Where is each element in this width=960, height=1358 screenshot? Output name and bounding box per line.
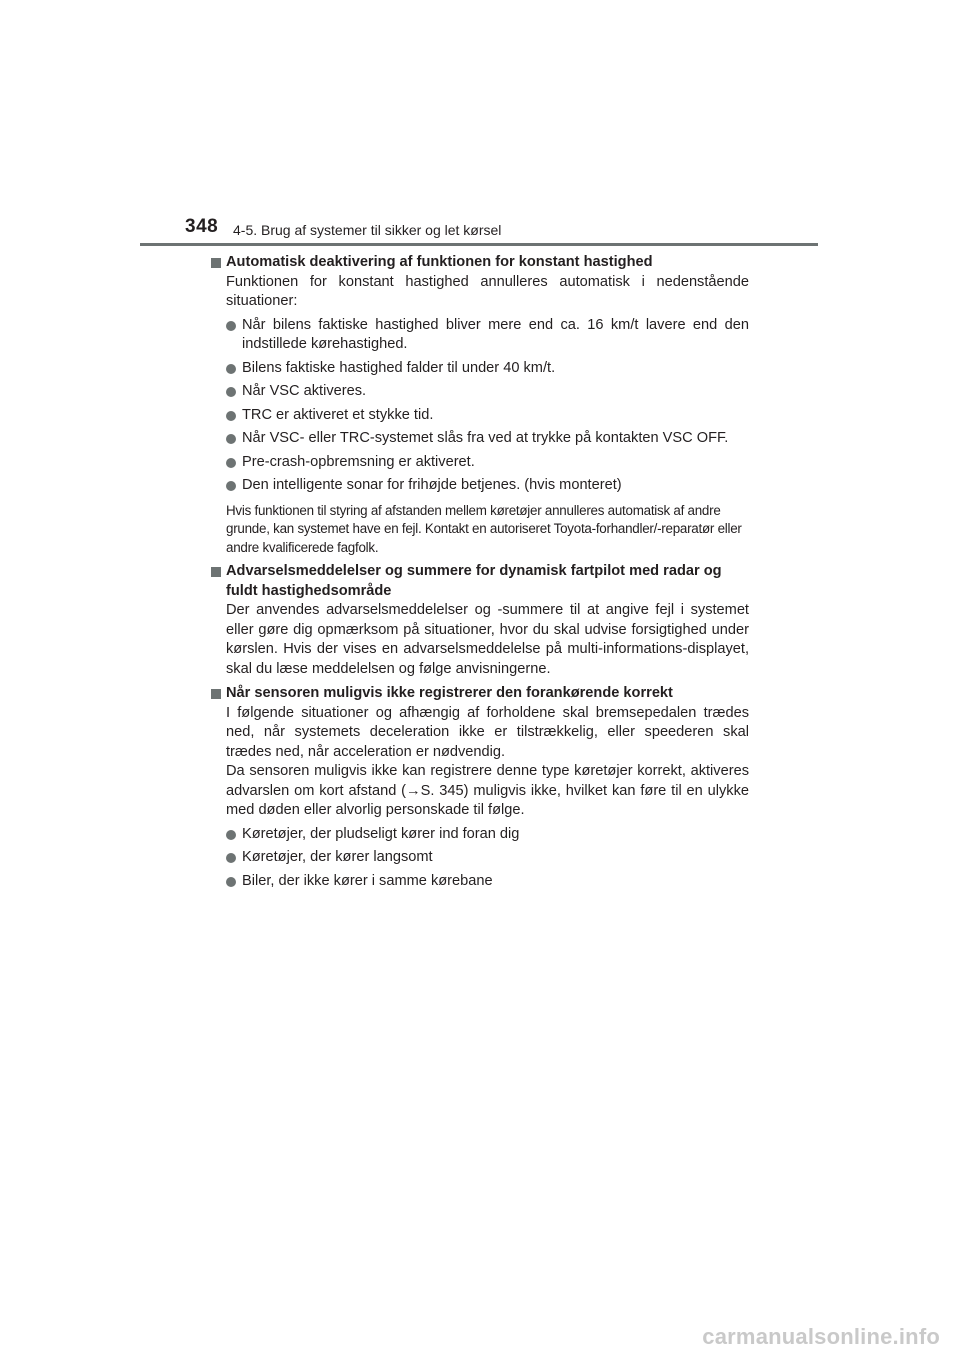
header-rule (140, 243, 818, 246)
round-bullet-icon (226, 481, 236, 491)
section-sensor-detection (209, 684, 749, 891)
square-bullet-icon (211, 567, 221, 577)
bullet-list (209, 825, 749, 892)
list-item-text: Når VSC aktiveres. (242, 383, 367, 399)
round-bullet-icon (226, 321, 236, 331)
page-content (209, 253, 749, 896)
section-intro: Der anvendes advarselsmeddelelser og -summere til at angive fejl i systemet eller gøre dig opmærksom på situationer, hvor du skal udvise forsigtighed under kørslen. Hvis der vises en advarselsmeddelelse på multi-informations-displayet, skal du læse meddelelsen og følge anvisningerne. (226, 602, 749, 677)
list-item (209, 453, 749, 473)
list-item-text: Biler, der ikke kører i samme kørebane (242, 872, 493, 889)
list-item (209, 406, 749, 426)
bullet-list (209, 316, 749, 496)
watermark: carmanualsonline.info (702, 1324, 940, 1349)
section-heading-text: Når sensoren muligvis ikke registrerer den forankørende korrekt (226, 685, 673, 701)
list-item-text: Den intelligente sonar for frihøjde betjenes. (hvis monteret) (242, 477, 622, 493)
section-intro-text-2: Da sensoren muligvis ikke kan registrere denne type køretøjer korrekt, aktiveres advarslen om kort afstand (→S. 345) muligvis ikke, hvilket kan føre til en ulykke med døden eller alvorlig personskade til følge. (226, 763, 749, 818)
round-bullet-icon (226, 830, 236, 840)
square-bullet-icon (211, 258, 221, 268)
round-bullet-icon (226, 877, 236, 887)
round-bullet-icon (226, 434, 236, 444)
chapter-title: 4-5. Brug af systemer til sikker og let kørsel (233, 222, 502, 238)
square-bullet-icon (211, 689, 221, 699)
list-item-text: Pre-crash-opbremsning er aktiveret. (242, 453, 475, 470)
list-item-text: TRC er aktiveret et stykke tid. (242, 406, 434, 423)
section-heading-text: Advarselsmeddelelser og summere for dynamisk fartpilot med radar og fuldt hastighedsområde (226, 563, 722, 599)
section-note: Hvis funktionen til styring af afstanden mellem køretøjer annulleres automatisk af andre grunde, kan systemet have en fejl. Kontakt en autoriseret Toyota-forhandler/-reparatør eller andre kvalificerede fagfolk. (226, 502, 742, 555)
section-heading (209, 562, 749, 601)
list-item-text: Når bilens faktiske hastighed bliver mere end ca. 16 km/t lavere end den indstillede kørehastighed. (242, 316, 749, 352)
section-heading (209, 253, 749, 273)
list-item (209, 476, 749, 496)
list-item-text: Når VSC- eller TRC-systemet slås fra ved at trykke på kontakten VSC OFF. (242, 430, 729, 446)
section-auto-deactivation (209, 253, 749, 557)
section-heading (209, 684, 749, 704)
list-item-text: Køretøjer, der kører langsomt (242, 849, 433, 865)
list-item (209, 359, 749, 379)
round-bullet-icon (226, 411, 236, 421)
list-item (209, 382, 749, 402)
section-intro (209, 704, 749, 821)
list-item-text: Køretøjer, der pludseligt kører ind foran dig (242, 825, 520, 842)
list-item (209, 316, 749, 355)
page-number: 348 (185, 216, 219, 237)
list-item (209, 872, 749, 892)
round-bullet-icon (226, 458, 236, 468)
list-item (209, 848, 749, 868)
section-intro-text: I følgende situationer og afhængig af forholdene skal bremsepedalen trædes ned, når systemets deceleration ikke er tilstrækkelig, eller speederen skal trædes ned, når acceleration er nødvendig. (226, 704, 749, 760)
list-item-text: Bilens faktiske hastighed falder til under 40 km/t. (242, 359, 556, 376)
section-intro: Funktionen for konstant hastighed annulleres automatisk i nedenstående situationer: (226, 273, 749, 309)
section-warning-messages (209, 562, 749, 679)
section-heading-text: Automatisk deaktivering af funktionen for konstant hastighed (226, 254, 653, 270)
list-item (209, 825, 749, 845)
round-bullet-icon (226, 364, 236, 374)
list-item (209, 429, 749, 449)
round-bullet-icon (226, 853, 236, 863)
round-bullet-icon (226, 387, 236, 397)
